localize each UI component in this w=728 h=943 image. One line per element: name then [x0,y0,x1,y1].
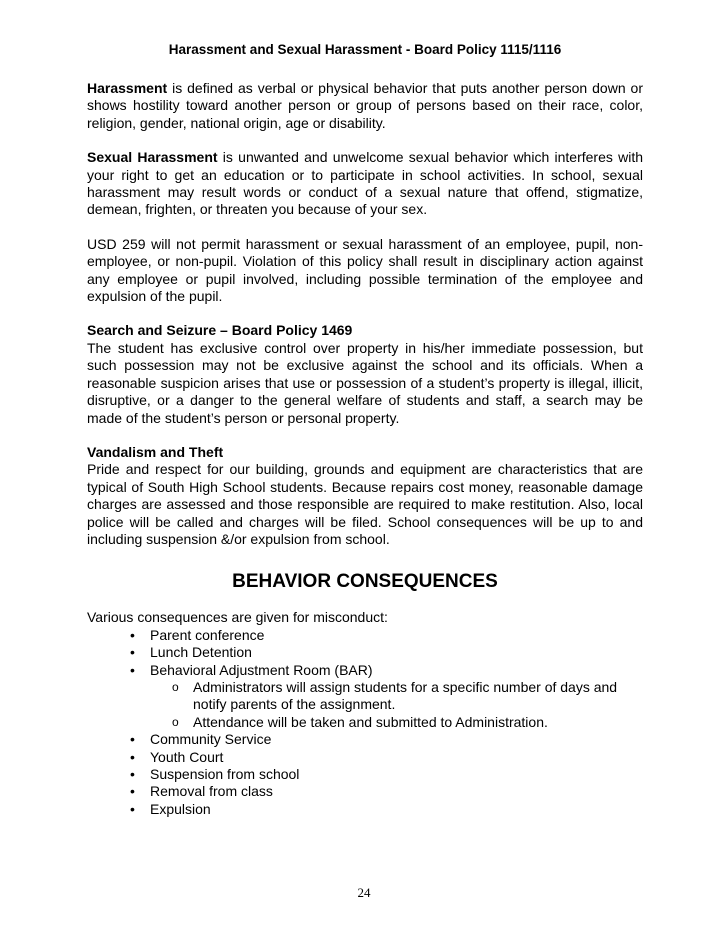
consequences-list [87,627,643,818]
bullet-icon: • [130,800,135,817]
sexual-harassment-text: is unwanted and unwelcome sexual behavior which interferes with your right to get an education or to participate in school activities. In school, sexual harassment may result words or conduct of a sexual nature that offend, stigmatize, demean, frighten, or threaten you because of your sex. [87,149,643,218]
page-header: Harassment and Sexual Harassment - Board Policy 1115/1116 [168,42,562,57]
search-seizure-title: Search and Seizure – Board Policy 1469 [87,322,353,339]
bar-sublist [150,679,643,731]
list-item: • Expulsion [130,800,211,817]
circle-bullet-icon: o [172,714,179,729]
bullet-icon: • [130,766,135,782]
list-item: • Lunch Detention [130,644,252,661]
harassment-text: is defined as verbal or physical behavior that puts another person down or shows hostility toward another person or group of persons based on their race, color, religion, gender, national origin, age or disability. [87,80,643,131]
bullet-icon: • [130,661,135,678]
list-item: • Removal from class [130,783,273,800]
list-item: • Parent conference [130,626,265,643]
harassment-term: Harassment [87,80,168,96]
sexual-harassment-term: Sexual Harassment [87,149,218,166]
circle-bullet-icon: o [172,679,179,694]
bullet-icon: • [130,644,135,661]
sexual-harassment-definition [87,149,643,219]
page-number: 24 [357,885,371,900]
bullet-icon: • [130,748,135,765]
vandalism-text: Pride and respect for our building, grounds and equipment are characteristics that are typical of South High School students. Because repairs cost money, reasonable damage charges are assessed and those responsible are required to make restitution. Also, local police will be called and charges will be filed. School consequences will be up to and including suspension &/or expulsion from school. [87,461,643,547]
bullet-icon: • [130,731,135,748]
vandalism-title: Vandalism and Theft [87,443,224,460]
bullet-icon: • [130,626,135,643]
list-item: • Behavioral Adjustment Room (BAR) o Administrators will assign students for a specific number of days and notify parents of the assignment. o Attendance will be taken and submitted to Administration. [87,662,643,732]
sub-list-item: o Administrators will assign students for a specific number of days and notify parents of the assignment. [172,678,618,713]
consequences-intro: Various consequences are given for misconduct: [87,609,388,626]
document-page [87,42,643,818]
behavior-consequences-heading: BEHAVIOR CONSEQUENCES [232,571,498,593]
harassment-definition [87,80,643,132]
list-item: • Youth Court [130,748,224,765]
list-item: • Suspension from school [130,766,300,782]
usd-policy-paragraph: USD 259 will not permit harassment or sexual harassment of an employee, pupil, non-employee, or non-pupil. Violation of this policy shall result in disciplinary action against any employee or pupil involved, including possible termination of the employee and expulsion of the pupil. [87,235,643,305]
sub-list-item: o Attendance will be taken and submitted to Administration. [172,713,548,730]
bullet-icon: • [130,783,135,800]
list-item: • Community Service [130,731,272,748]
search-seizure-text: The student has exclusive control over property in his/her immediate possession, but such possession may not be exclusive against the school and its officials. When a reasonable suspicion arises that use or possession of a student’s property is illegal, illicit, disruptive, or a danger to the general welfare of students and staff, a search may be made of the student’s person or personal property. [87,339,643,426]
